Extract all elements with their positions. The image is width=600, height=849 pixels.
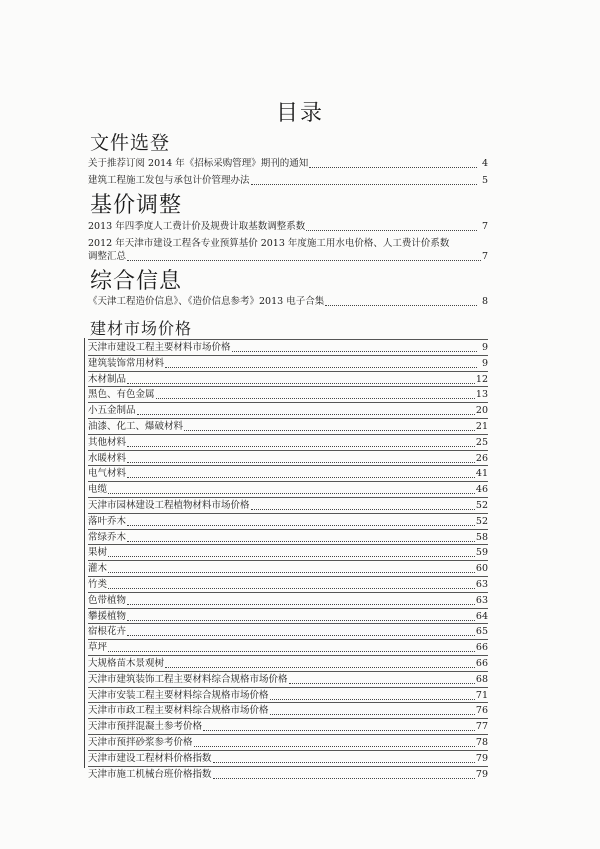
toc-entry-page: 79 — [475, 768, 488, 780]
toc-entry-page: 71 — [475, 689, 488, 701]
material-price-row[interactable] — [88, 655, 488, 670]
table-left-border — [84, 338, 85, 768]
material-price-row[interactable] — [88, 687, 488, 702]
toc-entry-label: 天津市预拌砂浆参考价格 — [88, 737, 193, 748]
material-price-row[interactable] — [88, 608, 488, 623]
toc-entry-label: 木材制品 — [88, 373, 127, 385]
leader-dots — [184, 422, 475, 431]
toc-entry-label: 天津市市政工程主要材料综合规格市场价格 — [88, 705, 269, 717]
material-price-row[interactable] — [88, 529, 488, 544]
toc-entry-page: 65 — [475, 626, 488, 638]
section-heading-material-prices: 建材市场价格 — [90, 319, 193, 338]
toc-entry-page: 9 — [481, 357, 488, 369]
toc-entry-page: 21 — [475, 421, 488, 432]
material-price-row[interactable] — [88, 450, 488, 465]
toc-entry[interactable] — [88, 158, 488, 170]
material-price-row[interactable] — [88, 623, 488, 638]
section-heading-general-info: 综合信息 — [90, 269, 183, 294]
toc-entry-label: 电气材料 — [88, 468, 127, 480]
material-price-row[interactable] — [88, 355, 488, 370]
toc-entry-page: 26 — [475, 452, 488, 464]
material-price-row[interactable] — [88, 560, 488, 575]
toc-entry-page: 60 — [475, 563, 488, 575]
page-title: 目录 — [275, 101, 324, 126]
toc-entry-page: 63 — [475, 594, 488, 606]
leader-dots — [213, 754, 475, 763]
leader-dots — [127, 375, 475, 384]
toc-entry-label: 天津市建设工程材料价格指数 — [88, 752, 212, 764]
toc-entry-page: 79 — [475, 752, 488, 764]
toc-entry-page: 4 — [481, 158, 488, 169]
toc-entry-label: 2013 年四季度人工费计价及规费计取基数调整系数 — [88, 221, 306, 232]
leader-dots — [251, 501, 475, 510]
material-price-row[interactable] — [88, 481, 488, 496]
toc-entry-label: 常绿乔木 — [88, 531, 127, 543]
material-price-row[interactable] — [88, 671, 488, 686]
toc-entry-label-line2: 调整汇总 — [88, 251, 127, 262]
toc-entry-page: 12 — [475, 373, 488, 385]
material-price-row[interactable] — [88, 497, 488, 512]
leader-dots — [127, 454, 475, 463]
toc-entry[interactable] — [88, 296, 488, 308]
leader-dots — [309, 159, 477, 168]
leader-dots — [137, 406, 475, 415]
toc-entry-page: 52 — [475, 515, 488, 527]
leader-dots — [156, 390, 475, 399]
toc-entry-label: 天津市园林建设工程植物材料市场价格 — [88, 500, 250, 511]
section-heading-price-adjustment: 基价调整 — [90, 193, 183, 218]
leader-dots — [108, 643, 475, 652]
toc-entry-page: 59 — [475, 547, 488, 559]
leader-dots — [270, 691, 475, 700]
toc-entry-page: 66 — [475, 642, 488, 654]
toc-entry-page: 58 — [475, 531, 488, 543]
toc-entry-label: 大规格苗木景观树 — [88, 658, 165, 669]
leader-dots — [165, 359, 477, 368]
toc-entry-label: 宿根花卉 — [88, 626, 127, 638]
toc-entry[interactable] — [88, 175, 488, 187]
leader-dots — [306, 222, 477, 231]
toc-entry-page: 20 — [475, 405, 488, 417]
leader-dots — [194, 738, 475, 747]
material-price-row[interactable] — [88, 418, 488, 433]
toc-entry-label: 落叶乔木 — [88, 515, 127, 527]
leader-dots — [108, 548, 475, 557]
toc-entry-page: 13 — [475, 389, 488, 401]
toc-entry-label: 灌木 — [88, 563, 108, 575]
toc-entry-label: 黑色、有色金属 — [88, 389, 155, 401]
toc-entry-label: 关于推荐订阅 2014 年《招标采购管理》期刊的通知 — [88, 158, 309, 169]
toc-entry-page: 77 — [475, 721, 488, 733]
material-price-row[interactable] — [88, 513, 488, 528]
toc-entry-label: 油漆、化工、爆破材料 — [88, 421, 184, 432]
material-price-row[interactable] — [88, 339, 488, 354]
toc-entry-label: 建筑工程施工发包与承包计价管理办法 — [88, 175, 250, 186]
toc-entry-page: 41 — [475, 468, 488, 480]
toc-entry-label: 水暖材料 — [88, 452, 127, 464]
leader-dots — [108, 485, 475, 494]
toc-entry-label: 小五金制品 — [88, 405, 136, 417]
toc-entry-label: 攀援植物 — [88, 610, 127, 622]
leader-dots — [127, 469, 475, 478]
toc-entry-page: 25 — [475, 436, 488, 448]
toc-entry-label: 天津市建设工程主要材料市场价格 — [88, 342, 231, 353]
leader-dots — [270, 706, 475, 715]
toc-entry-label: 其他材料 — [88, 436, 127, 448]
leader-dots — [325, 297, 477, 306]
material-price-row[interactable] — [88, 434, 488, 449]
toc-entry-label: 竹类 — [88, 579, 108, 590]
leader-dots — [127, 596, 475, 605]
toc-entry-label: 天津市施工机械台班价格指数 — [88, 768, 212, 780]
toc-entry-label: 《天津工程造价信息》、《造价信息参考》2013 电子合集 — [88, 296, 325, 307]
leader-dots — [232, 343, 477, 352]
section-heading-documents: 文件选登 — [90, 132, 171, 154]
material-price-row[interactable] — [88, 766, 488, 781]
toc-entry-label: 天津市建筑装饰工程主要材料综合规格市场价格 — [88, 673, 288, 685]
toc-entry-label: 天津市预拌混凝土参考价格 — [88, 721, 203, 733]
toc-entry-page: 76 — [475, 705, 488, 717]
toc-entry-label: 草坪 — [88, 642, 108, 654]
toc-entry-page: 66 — [475, 658, 488, 669]
toc-entry-label: 电缆 — [88, 484, 108, 496]
material-price-row[interactable] — [88, 734, 488, 749]
material-price-row[interactable] — [88, 639, 488, 654]
toc-entry[interactable] — [88, 221, 488, 233]
material-price-row[interactable] — [88, 371, 488, 386]
toc-entry-page: 68 — [475, 673, 488, 685]
toc-entry-page: 8 — [481, 296, 488, 307]
leader-dots — [127, 627, 475, 636]
material-price-row[interactable] — [88, 702, 488, 717]
toc-entry-page: 63 — [475, 579, 488, 590]
leader-dots — [127, 438, 475, 447]
toc-entry-multiline[interactable] — [88, 237, 488, 263]
leader-dots — [127, 252, 481, 261]
material-price-row[interactable] — [88, 402, 488, 417]
leader-dots — [127, 612, 475, 621]
toc-entry-label: 建筑装饰常用材料 — [88, 357, 165, 369]
material-price-row[interactable] — [88, 544, 488, 559]
leader-dots — [127, 533, 475, 542]
material-price-row[interactable] — [88, 465, 488, 480]
toc-entry-label-line1: 2012 年天津市建设工程各专业预算基价 2013 年度施工用水电价格、人工费计价系数 — [88, 238, 450, 249]
material-price-row[interactable] — [88, 750, 488, 765]
leader-dots — [108, 564, 475, 573]
leader-dots — [108, 580, 475, 589]
toc-entry-label: 果树 — [88, 547, 108, 559]
leader-dots — [165, 659, 475, 668]
leader-dots — [251, 176, 477, 185]
toc-entry-page: 78 — [475, 737, 488, 748]
leader-dots — [203, 722, 475, 731]
material-price-row[interactable] — [88, 576, 488, 591]
leader-dots — [213, 770, 475, 779]
toc-entry-label: 色带植物 — [88, 594, 127, 606]
material-price-row[interactable] — [88, 592, 488, 607]
toc-entry-page: 7 — [481, 221, 488, 232]
toc-entry-page: 5 — [481, 175, 488, 186]
material-price-row[interactable] — [88, 718, 488, 733]
toc-entry-page: 46 — [475, 484, 488, 496]
toc-entry-page: 52 — [475, 500, 488, 511]
leader-dots — [127, 517, 475, 526]
toc-entry-page: 64 — [475, 610, 488, 622]
toc-entry-page: 9 — [481, 342, 488, 353]
toc-entry-page: 7 — [481, 251, 488, 262]
toc-entry-label: 天津市安装工程主要材料综合规格市场价格 — [88, 689, 269, 701]
leader-dots — [289, 675, 475, 684]
material-price-row[interactable] — [88, 386, 488, 401]
